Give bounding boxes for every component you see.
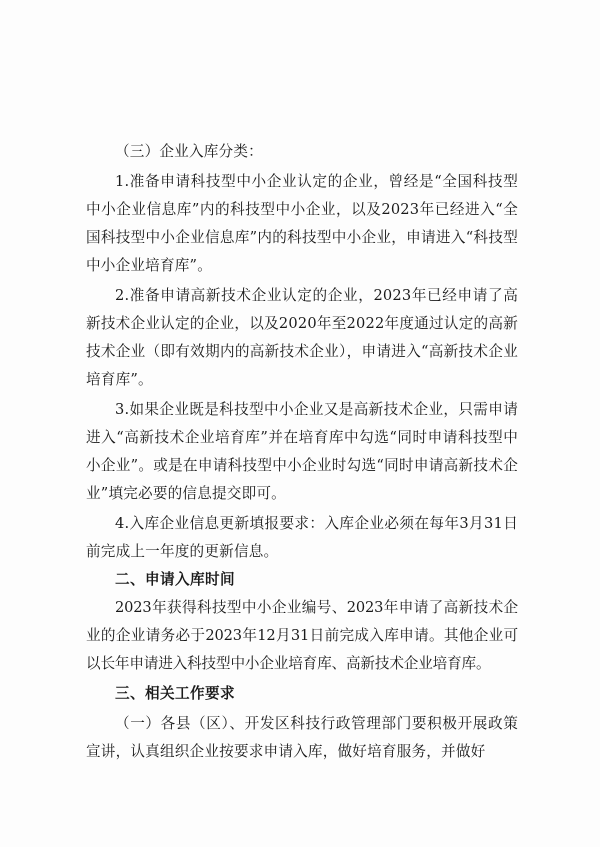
heading-work-requirements: 三、相关工作要求: [115, 685, 235, 702]
paragraph-requirement-1: （一）各县（区）、开发区科技行政管理部门要积极开展政策宣讲，认真组织企业按要求申请入库，做好培育服务，并做好: [86, 715, 518, 760]
document-body: [86, 138, 518, 766]
section-3-title: （三）企业入库分类：: [115, 143, 263, 160]
paragraph-item-4: 4.入库企业信息更新填报要求：入库企业必须在每年3月31日前完成上一年度的更新信息。: [86, 515, 518, 560]
paragraph-application-time: 2023年获得科技型中小企业编号、2023年申请了高新技术企业的企业请务必于2023年12月31日前完成入库申请。其他企业可以长年申请进入科技型中小企业培育库、高新技术企业培育库。: [86, 599, 518, 672]
paragraph-item-1: 1.准备申请科技型中小企业认定的企业，曾经是“全国科技型中小企业信息库”内的科技型中小企业，以及2023年已经进入“全国科技型中小企业信息库”内的科技型中小企业，申请进入“科技型中小企业培育库”。: [86, 173, 518, 274]
paragraph-item-2: 2.准备申请高新技术企业认定的企业，2023年已经申请了高新技术企业认定的企业，以及2020年至2022年度通过认定的高新技术企业（即有效期内的高新技术企业），申请进入“高新技术企业培育库”。: [86, 287, 518, 388]
paragraph-item-3: 3.如果企业既是科技型中小企业又是高新技术企业，只需申请进入“高新技术企业培育库”并在培育库中勾选“同时申请科技型中小企业”。或是在申请科技型中小企业时勾选“同时申请高新技术企业”填完必要的信息提交即可。: [86, 401, 518, 502]
heading-application-time: 二、申请入库时间: [115, 571, 235, 588]
